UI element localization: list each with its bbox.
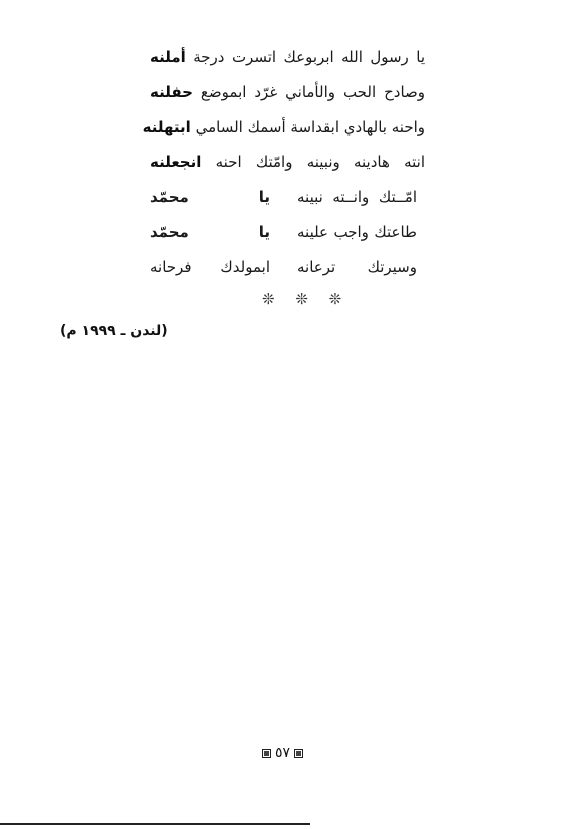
couplet-first-hemistich: طاعتك واجب علينه [297, 223, 417, 241]
verse-text: وصادح الحب والأماني غرّد ابموضع [192, 83, 425, 101]
couplet-refrain: يا محمّد [150, 188, 270, 206]
poem [142, 40, 425, 285]
verse-rhyme-word: أملنه [150, 48, 186, 66]
poem-couplet [150, 215, 425, 250]
page-number [0, 745, 565, 761]
couplet-second-hemistich: ابمولدك فرحانه [150, 258, 270, 276]
ornament-square-icon [294, 749, 303, 758]
couplet-first-hemistich: امّــتك وانــته نبينه [297, 188, 417, 206]
couplet-first-hemistich: وسيرتك ترعانه [297, 258, 417, 276]
verse-rhyme-word: انجعلنه [150, 153, 202, 171]
verse-text: يا رسول الله ابربوعك اتسرت درجة [185, 48, 425, 66]
poem-verse [150, 145, 425, 180]
section-separator: ❊ ❊ ❊ [262, 290, 350, 308]
verse-text: انته هادينه ونبينه وامّتك احنه [201, 153, 425, 171]
verse-rhyme-word: ابتهلنه [142, 118, 191, 136]
verse-text: واحنه بالهادي ابقداسة أسمك السامي [190, 118, 425, 136]
poem-verse [142, 110, 425, 145]
verse-rhyme-word: حفلنه [150, 83, 193, 101]
poem-verse [150, 75, 425, 110]
poem-couplet [150, 180, 425, 215]
page-edge-line [0, 823, 310, 825]
poem-couplet [150, 250, 425, 285]
couplet-refrain: يا محمّد [150, 223, 270, 241]
poem-verse [150, 40, 425, 75]
ornament-square-icon [262, 749, 271, 758]
poem-place-date: (لندن ـ ١٩٩٩ م) [60, 323, 168, 339]
page-number-value: ٥٧ [274, 745, 291, 761]
